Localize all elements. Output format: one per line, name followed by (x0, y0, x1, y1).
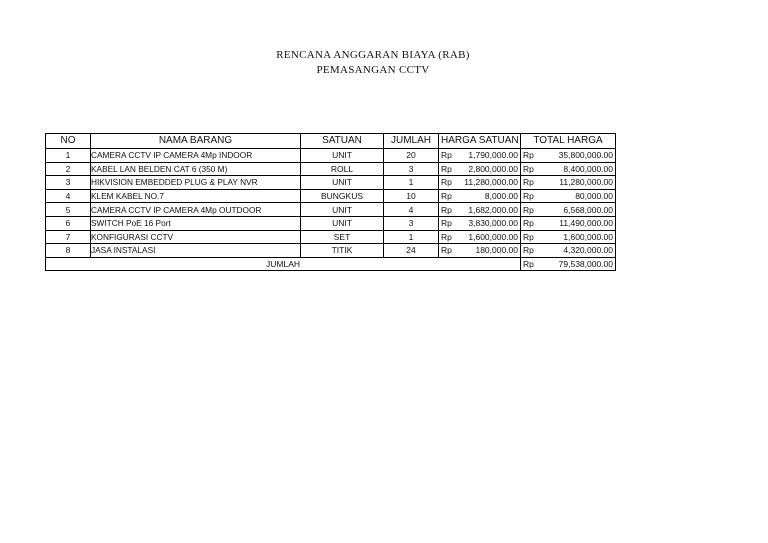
cell-total-currency: Rp (521, 149, 543, 163)
cell-harga-satuan: 180,000.00 (461, 244, 521, 258)
cell-satuan: BUNGKUS (301, 189, 384, 203)
cell-harga-currency: Rp (439, 189, 461, 203)
total-currency: Rp (521, 257, 543, 271)
cell-harga-satuan: 1,600,000.00 (461, 230, 521, 244)
cell-total-currency: Rp (521, 203, 543, 217)
cell-harga-currency: Rp (439, 162, 461, 176)
cell-jumlah: 20 (384, 149, 439, 163)
cell-harga-currency: Rp (439, 176, 461, 190)
table-row (46, 162, 616, 176)
cell-total-currency: Rp (521, 216, 543, 230)
cell-nama-barang: CAMERA CCTV IP CAMERA 4Mp INDOOR (91, 149, 301, 163)
cell-jumlah: 24 (384, 244, 439, 258)
cell-no: 6 (46, 216, 91, 230)
cell-harga-satuan: 3,830,000.00 (461, 216, 521, 230)
cell-no: 2 (46, 162, 91, 176)
header-harga-satuan: HARGA SATUAN (439, 134, 521, 149)
document-title: RENCANA ANGGARAN BIAYA (RAB) (276, 49, 470, 61)
header-no: NO (46, 134, 91, 149)
header-jumlah: JUMLAH (384, 134, 439, 149)
cell-total-harga: 6,568,000.00 (543, 203, 616, 217)
cell-total-currency: Rp (521, 244, 543, 258)
cell-jumlah: 3 (384, 216, 439, 230)
table-row (46, 230, 616, 244)
cell-harga-currency: Rp (439, 230, 461, 244)
cell-no: 3 (46, 176, 91, 190)
cell-total-harga: 80,000.00 (543, 189, 616, 203)
cell-satuan: SET (301, 230, 384, 244)
cell-satuan: UNIT (301, 216, 384, 230)
cell-harga-satuan: 1,682,000.00 (461, 203, 521, 217)
cell-nama-barang: SWITCH PoE 16 Port (91, 216, 301, 230)
table-row (46, 203, 616, 217)
document-subtitle: PEMASANGAN CCTV (316, 64, 430, 76)
cell-harga-satuan: 1,790,000.00 (461, 149, 521, 163)
cell-satuan: TITIK (301, 244, 384, 258)
cell-nama-barang: KABEL LAN BELDEN CAT 6 (350 M) (91, 162, 301, 176)
cell-nama-barang: HIKVISION EMBEDDED PLUG & PLAY NVR (91, 176, 301, 190)
cell-harga-satuan: 11,280,000.00 (461, 176, 521, 190)
cell-harga-currency: Rp (439, 203, 461, 217)
cell-harga-currency: Rp (439, 216, 461, 230)
cell-nama-barang: KLEM KABEL NO.7 (91, 189, 301, 203)
cell-jumlah: 10 (384, 189, 439, 203)
total-label: JUMLAH (46, 257, 521, 271)
cell-no: 7 (46, 230, 91, 244)
cell-satuan: ROLL (301, 162, 384, 176)
table-row (46, 176, 616, 190)
cell-jumlah: 3 (384, 162, 439, 176)
cell-nama-barang: CAMERA CCTV IP CAMERA 4Mp OUTDOOR (91, 203, 301, 217)
table-header-row (46, 134, 616, 149)
header-total-harga: TOTAL HARGA (521, 134, 616, 149)
cell-total-harga: 4,320,000.00 (543, 244, 616, 258)
cell-total-harga: 11,490,000.00 (543, 216, 616, 230)
cell-total-harga: 1,600,000.00 (543, 230, 616, 244)
grand-total: 79,538,000.00 (543, 257, 616, 271)
cell-no: 1 (46, 149, 91, 163)
cell-total-harga: 35,800,000.00 (543, 149, 616, 163)
cell-nama-barang: JASA INSTALASI (91, 244, 301, 258)
cell-nama-barang: KONFIGURASI CCTV (91, 230, 301, 244)
rab-table (45, 133, 616, 271)
cell-satuan: UNIT (301, 176, 384, 190)
cell-jumlah: 1 (384, 230, 439, 244)
cell-harga-satuan: 8,000.00 (461, 189, 521, 203)
cell-satuan: UNIT (301, 203, 384, 217)
cell-harga-satuan: 2,800,000.00 (461, 162, 521, 176)
cell-total-currency: Rp (521, 230, 543, 244)
cell-total-harga: 11,280,000.00 (543, 176, 616, 190)
cell-total-harga: 8,400,000.00 (543, 162, 616, 176)
cell-total-currency: Rp (521, 189, 543, 203)
cell-total-currency: Rp (521, 176, 543, 190)
cell-satuan: UNIT (301, 149, 384, 163)
table-row (46, 244, 616, 258)
header-nama-barang: NAMA BARANG (91, 134, 301, 149)
cell-jumlah: 1 (384, 176, 439, 190)
table-row (46, 149, 616, 163)
table-row (46, 216, 616, 230)
cell-jumlah: 4 (384, 203, 439, 217)
cell-no: 4 (46, 189, 91, 203)
table-total-row (46, 257, 616, 271)
cell-total-currency: Rp (521, 162, 543, 176)
cell-no: 8 (46, 244, 91, 258)
cell-harga-currency: Rp (439, 149, 461, 163)
cell-no: 5 (46, 203, 91, 217)
header-satuan: SATUAN (301, 134, 384, 149)
cell-harga-currency: Rp (439, 244, 461, 258)
table-row (46, 189, 616, 203)
